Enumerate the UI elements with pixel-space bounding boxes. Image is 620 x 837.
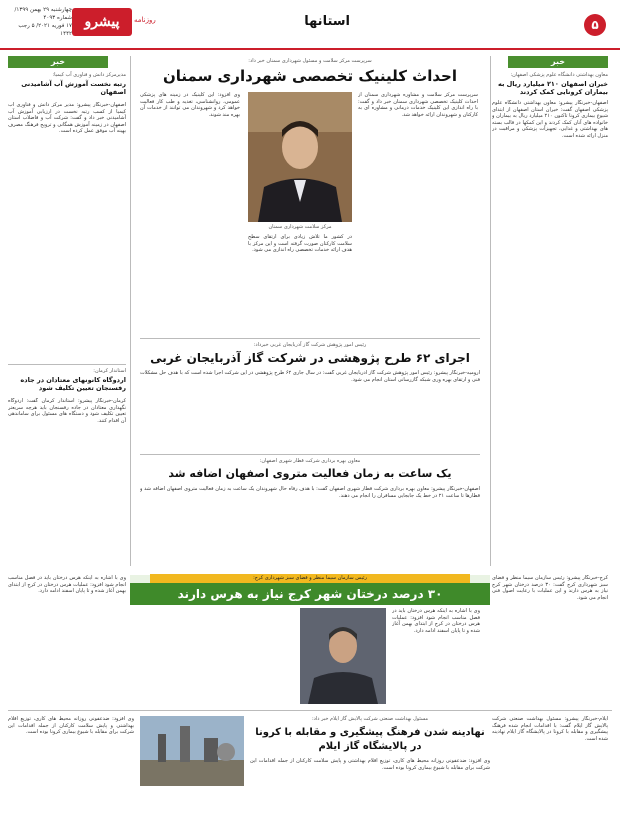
metro-story-headline: یک ساعت به زمان فعالیت متروی اصفهان اضافه شد [168, 467, 452, 480]
karaj-story-body-left: وی با اشاره به اینکه هرس درختان باید در فصل مناسب انجام شود افزود: عملیات هرس درختان در کرج از ابتدای بهمن آغاز شده و تا پایان اسفند ادامه دارد. [8, 575, 126, 595]
right-column-label: خبر [508, 56, 608, 68]
ilam-story-body-center: وی افزود: ضدعفونی روزانه محیط های کاری، توزیع اقلام بهداشتی و پایش سلامت کارکنان از جمله اقدامات این شرکت برای مقابله با شیوع بیماری کرونا بوده است. [250, 758, 490, 771]
karaj-official-photo [300, 608, 386, 704]
page-header [0, 0, 620, 50]
clinic-photo-caption: مرکز سلامت شهرداری سمنان [268, 224, 332, 230]
date-line-1: چهارشنبه ۲۹ بهمن ۱۳۹۹/شماره ۴۰۹۳ [14, 7, 72, 21]
clinic-official-photo [248, 92, 352, 222]
kerman-story-kicker: استاندار کرمان: [93, 368, 126, 374]
ilam-story-body-left: وی افزود: ضدعفونی روزانه محیط های کاری، توزیع اقلام بهداشتی و پایش سلامت کارکنان از جمله اقدامات این شرکت برای مقابله با شیوع بیماری کرونا بوده است. [8, 716, 134, 736]
date-line-2: ۱۷ فوریه ۲۰۲۱/ ۵ رجب ۱۴۴۲ [18, 23, 72, 37]
page-number: ۵ [584, 14, 606, 36]
metro-story-kicker: معاون بهره برداری شرکت قطار شهری اصفهان: [259, 458, 361, 464]
logo-prefix: روزنامه [134, 16, 156, 24]
left-column-rule [8, 364, 126, 365]
ilam-story-kicker: مسئول بهداشت صنعتی شرکت پالایش گاز ایلام خبر داد: [311, 716, 429, 722]
clinic-story-body-3: وی افزود: این کلینیک در زمینه های پزشکی عمومی، روانشناسی، تغذیه و طب کار فعالیت خواهد کرد و شهروندان می توانند از خدمات آن بهره مند شوند. [140, 92, 240, 118]
right-story-headline: خبران اصفهان ۲۱۰ میلیارد ریال به بیماران کرونایی کمک کردند [498, 80, 608, 96]
portrait-image-2 [300, 608, 386, 704]
clinic-story-body-2: در کشور ما تلاش زیادی برای ارتقای سطح سلامت کارکنان صورت گرفته است و این مرکز با هدف ارائه خدمات تخصصی راه اندازی می شود. [248, 234, 352, 254]
portrait-image [248, 92, 352, 222]
refinery-image [140, 716, 244, 786]
clinic-story-headline: احداث کلینیک تخصصی شهرداری سمنان [162, 67, 458, 85]
kerman-story-headline: اردوگاه کانونهای معتادان در جاده رفسنجان تعیین تکلیف شود [20, 376, 126, 392]
issue-date [8, 6, 72, 38]
column-divider-right [490, 56, 491, 566]
karaj-story-headline: ۳۰ درصد درختان شهر کرج نیاز به هرس دارند [130, 583, 490, 605]
right-story-body: اصفهان-خبرنگار پیشرو: معاون بهداشتی دانشگاه علوم پزشکی اصفهان گفت: خیران استان اصفهان از ابتدای شیوع بیماری کرونا تاکنون ۲۱۰ میلیارد ریال به بیماران و خانواده های آنان کمک کردند و این کمکها در قالب بسته های بهداشتی و غذایی، تجهیزات پزشکی و مراقبت در منزل ارائه شده است. [492, 100, 608, 139]
metro-story-body: اصفهان-خبرنگار پیشرو: معاون بهره برداری شرکت قطار شهری اصفهان گفت: با هدف رفاه حال شهروندان یک ساعت به زمان فعالیت متروی اصفهان اضافه شد و قطارها تا ساعت ۲۱ در خط یک جابجایی مسافران را انجام می دهند. [140, 486, 480, 499]
clinic-story-kicker: سرپرست مرکز سلامت و مسئول شهرداری سمنان خبر داد: [248, 58, 372, 64]
column-divider-left [130, 56, 131, 566]
gas-story-body: ارومیه-خبرنگار پیشرو: رئیس امور پژوهش شرکت گاز آذربایجان غربی گفت: در سال جاری ۶۲ طرح پژوهشی در این شرکت اجرا شده است که با هدف حل مشکلات فنی و ارتقای بهره وری شبکه گازرسانی استان انجام می شود. [140, 370, 480, 383]
ilam-story-headline: نهادینه شدن فرهنگ پیشگیری و مقابله با کرونا در پالایشگاه گاز ایلام [255, 727, 485, 752]
gas-story-kicker: رئیس امور پژوهش شرکت گاز آذربایجان غربی خبرداد: [253, 342, 367, 348]
ilam-story-body-right: ایلام-خبرنگار پیشرو: مسئول بهداشت صنعتی شرکت پالایش گاز ایلام گفت: با اقدامات انجام شده فرهنگ پیشگیری و مقابله با کرونا در پالایشگاه گاز ایلام نهادینه شده است. [492, 716, 608, 742]
clinic-story-rule [140, 338, 480, 339]
section-title: استانها [304, 14, 350, 29]
gas-story-rule [140, 454, 480, 455]
right-story-kicker: معاون بهداشتی دانشگاه علوم پزشکی اصفهان: [510, 72, 608, 78]
karaj-story-body-center: وی با اشاره به اینکه هرس درختان باید در فصل مناسب انجام شود افزود: عملیات هرس درختان در کرج از ابتدای بهمن آغاز شده و تا پایان اسفند ادامه دارد. [392, 608, 480, 634]
kerman-story-body: کرمان-خبرنگار پیشرو: استاندار کرمان گفت: اردوگاه نگهداری معتادان در جاده رفسنجان باید هرچه سریعتر تعیین تکلیف شود و دستگاه های مسئول برای ساماندهی آن اقدام کنند. [8, 398, 126, 424]
water-story-kicker: مدیرمرکز دانش و فناوری آب کیمیا: [52, 72, 126, 78]
gas-story-headline: اجرای ۶۲ طرح پژوهشی در شرکت گاز آذربایجان غربی [150, 351, 470, 365]
newspaper-logo: پیشرو [72, 8, 132, 36]
clinic-story-body-1: سرپرست مرکز سلامت و مشاوره شهرداری سمنان از احداث کلینیک تخصصی شهرداری سمنان خبر داد و گفت: با راه اندازی این کلینیک خدمات درمانی و مشاوره ای به کارکنان و شهروندان ارائه خواهد شد. [358, 92, 478, 118]
karaj-story-kicker: رئیس سازمان سیما منظر و فضای سبز شهرداری کرج: [150, 574, 470, 583]
water-story-headline: رتبه نخست آموزش آب آشامیدنی اصفهان [21, 80, 126, 96]
ilam-refinery-photo [140, 716, 244, 786]
karaj-story-body-right: کرج-خبرنگار پیشرو: رئیس سازمان سیما منظر و فضای سبز شهرداری کرج گفت: ۳۰ درصد درختان شهر کرج نیاز به هرس دارند و این عملیات با رعایت اصول فنی انجام می شود. [492, 575, 608, 601]
bottom-rule [8, 710, 612, 711]
water-story-body: اصفهان-خبرنگار پیشرو: مدیر مرکز دانش و فناوری آب کیمیا از کسب رتبه نخست در ارزیابی آموزش آب آشامیدنی خبر داد و گفت: شرکت آب و فاضلاب استان اصفهان در زمینه آموزش همگانی و ترویج فرهنگ مصرف بهینه آب موفق عمل کرده است. [8, 102, 126, 135]
left-column-label: خبر [8, 56, 108, 68]
